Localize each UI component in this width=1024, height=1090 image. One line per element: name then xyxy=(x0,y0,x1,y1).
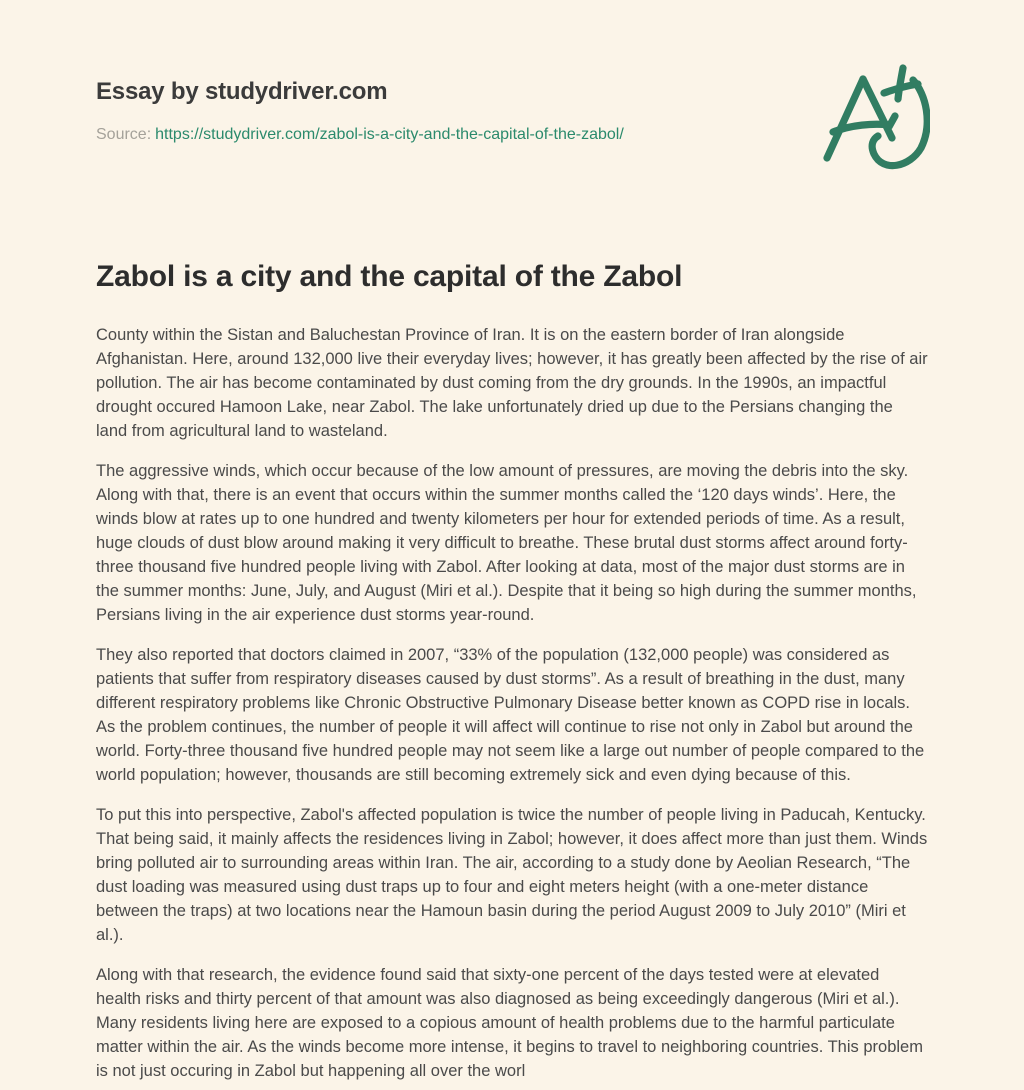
document-header xyxy=(96,78,928,145)
essay-title: Zabol is a city and the capital of the Zabol xyxy=(96,260,683,293)
essay-paragraph-2: The aggressive winds, which occur because of the low amount of pressures, are moving the debris into the sky. Along with that, there is an event that occurs within the summer months called the ‘120 days winds’. Here, the winds blow at rates up to one hundred and twenty kilometers per hour for extended periods of time. As a result, huge clouds of dust blow around making it very difficult to breathe. These brutal dust storms affect around forty-three thousand five hundred people living with Zabol. After looking at data, most of the major dust storms are in the summer months: June, July, and August (Miri et al.). Despite that it being so high during the summer months, Persians living in the air experience dust storms year-round. xyxy=(96,462,917,624)
page-title: Essay by studydriver.com xyxy=(96,78,388,105)
source-line xyxy=(96,125,928,145)
essay-paragraph-4: To put this into perspective, Zabol's affected population is twice the number of people living in Paducah, Kentucky. That being said, it mainly affects the residences living in Zabol; however, it does affect more than just them. Winds bring polluted air to surrounding areas within Iran. The air, according to a study done by Aeolian Research, “The dust loading was measured using dust traps up to four and eight meters height (with a one-meter distance between the traps) at two locations near the Hamoun basin during the period August 2009 to July 2010” (Miri et al.). xyxy=(96,806,928,944)
essay-body xyxy=(96,323,928,1083)
source-link[interactable]: https://studydriver.com/zabol-is-a-city-and-the-capital-of-the-zabol/ xyxy=(155,126,624,143)
source-label: Source: xyxy=(96,126,152,143)
a-plus-logo-icon xyxy=(823,60,930,182)
essay-paragraph-1: County within the Sistan and Baluchestan Province of Iran. It is on the eastern border of Iran alongside Afghanistan. Here, around 132,000 live their everyday lives; however, it has greatly been affected by the rise of air pollution. The air has become contaminated by dust coming from the dry grounds. In the 1990s, an impactful drought occured Hamoon Lake, near Zabol. The lake unfortunately dried up due to the Persians changing the land from agricultural land to wasteland. xyxy=(96,326,928,440)
essay-content xyxy=(96,258,928,1083)
essay-paragraph-3: They also reported that doctors claimed in 2007, “33% of the population (132,000 people) was considered as patients that suffer from respiratory diseases caused by dust storms”. As a result of breathing in the dust, many different respiratory problems like Chronic Obstructive Pulmonary Disease better known as COPD rise in locals. As the problem continues, the number of people it will affect will continue to rise not only in Zabol but around the world. Forty-three thousand five hundred people may not seem like a large out number of people compared to the world population; however, thousands are still becoming extremely sick and even dying because of this. xyxy=(96,646,925,784)
essay-paragraph-5: Along with that research, the evidence found said that sixty-one percent of the days tested were at elevated health risks and thirty percent of that amount was also diagnosed as being exceedingly dangerous (Miri et al.). Many residents living here are exposed to a copious amount of health problems due to the harmful particulate matter within the air. As the winds become more intense, it begins to travel to neighboring countries. This problem is not just occuring in Zabol but happening all over the worl xyxy=(96,966,923,1080)
